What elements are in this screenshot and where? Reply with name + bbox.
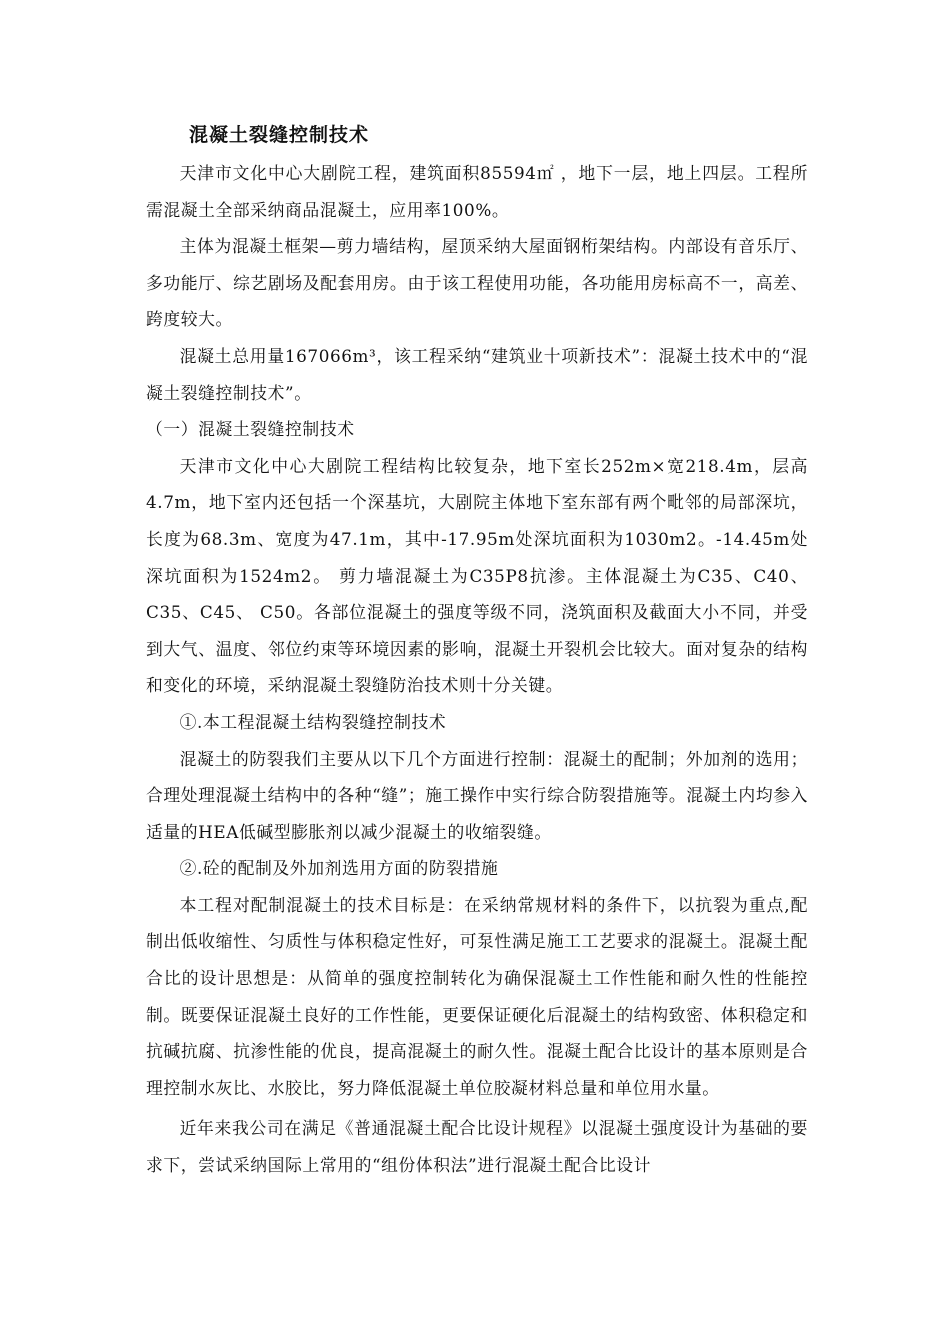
section-heading-crack-control: （一）混凝土裂缝控制技术	[146, 419, 355, 440]
paragraph-structure-complexity: 天津市文化中心大剧院工程结构比较复杂，地下室长252m×宽218.4m，层高4.7m，地下室内还包括一个深基坑，大剧院主体地下室东部有两个毗邻的局部深坑，长度为68.3m、宽度为47.1m，其中-17.95m处深坑面积为1030m2。-14.45m处深坑面积为1524m2。 剪力墙混凝土为C35P8抗渗。主体混凝土为C35、C40、C35、C45、 C50。各部位混凝土的强度等级不同，浇筑面积及截面大小不同，并受到大气、温度、邻位约束等环境因素的影响，混凝土开裂机会比较大。面对复杂的结构和变化的环境，采纳混凝土裂缝防治技术则十分关键。	[146, 455, 808, 696]
paragraph-volume-method: 近年来我公司在满足《普通混凝土配合比设计规程》以混凝土强度设计为基础的要求下，尝试采纳国际上常用的“组份体积法”进行混凝土配合比设计	[146, 1118, 808, 1176]
paragraph-crack-prevention: 混凝土的防裂我们主要从以下几个方面进行控制：混凝土的配制；外加剂的选用；合理处理混凝土结构中的各种“缝”；施工操作中实行综合防裂措施等。混凝土内均参入适量的HEA低碱型膨胀剂以减少混凝土的收缩裂缝。	[146, 748, 808, 842]
paragraph-structure: 主体为混凝土框架—剪力墙结构，屋顶采纳大屋面钢桁架结构。内部设有音乐厅、多功能厅、综艺剧场及配套用房。由于该工程使用功能，各功能用房标高不一，高差、跨度较大。	[146, 236, 808, 330]
paragraph-concrete-volume: 混凝土总用量167066m³，该工程采纳“建筑业十项新技术”：混凝土技术中的“混凝土裂缝控制技术”。	[146, 345, 808, 403]
paragraph-mix-design-goals: 本工程对配制混凝土的技术目标是：在采纳常规材料的条件下，以抗裂为重点,配制出低收缩性、匀质性与体积稳定性好，可泵性满足施工工艺要求的混凝土。混凝土配合比的设计思想是：从简单的强度控制转化为确保混凝土工作性能和耐久性的性能控制。既要保证混凝土良好的工作性能，更要保证硬化后混凝土的结构致密、体积稳定和抗碱抗腐、抗渗性能的优良，提高混凝土的耐久性。混凝土配合比设计的基本原则是合理控制水灰比、水胶比，努力降低混凝土单位胶凝材料总量和单位用水量。	[146, 894, 808, 1098]
document-title: 混凝土裂缝控制技术	[189, 124, 370, 146]
document-body	[146, 155, 808, 1184]
subheading-crack-control-technology: ①.本工程混凝土结构裂缝控制技术	[179, 711, 447, 732]
paragraph-project-overview: 天津市文化中心大剧院工程，建筑面积85594㎡ ，地下一层，地上四层。工程所需混凝土全部采纳商品混凝土，应用率100%。	[146, 163, 808, 220]
subheading-mix-design-measures: ②.砼的配制及外加剂选用方面的防裂措施	[179, 858, 499, 879]
